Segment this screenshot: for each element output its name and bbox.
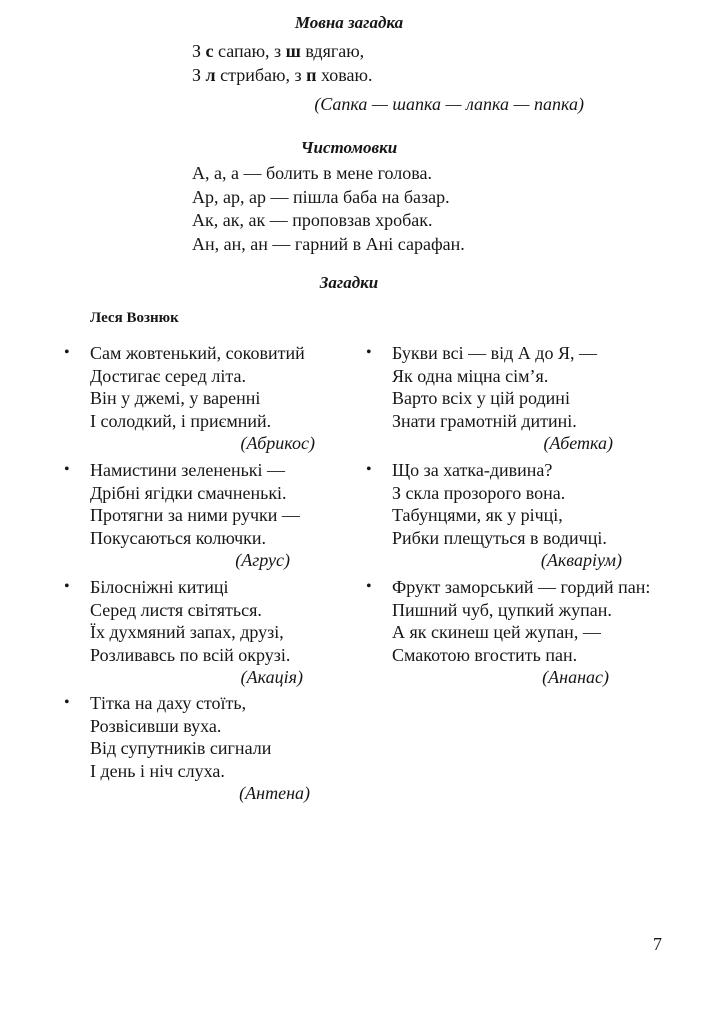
- riddle-line: Що за хатка-дивина?: [392, 460, 553, 480]
- text-fragment: вдягаю,: [300, 41, 365, 61]
- riddle-line: Покусаються колючки.: [90, 527, 267, 548]
- text-fragment: З: [192, 64, 206, 85]
- bullet-icon: •: [64, 344, 70, 361]
- movna-zagadka-answer: (Сапка — шапка — лапка — папка): [314, 94, 584, 114]
- riddle-line: Від супутників сигнали: [90, 738, 272, 758]
- movna-zagadka-text: [192, 40, 612, 87]
- riddle-answer: (Абетка): [543, 433, 613, 453]
- riddle-line: Розвісивши вуха.: [90, 715, 222, 736]
- riddle-line: Сам жовтенький, соковитий: [90, 343, 305, 363]
- page-number: 7: [653, 934, 662, 954]
- highlighted-letter: л: [205, 64, 216, 85]
- riddle-line: І солодкий, і приємний.: [90, 410, 272, 431]
- riddle-line: Їх духмяний запах, друзі,: [90, 622, 284, 642]
- movna-zagadka-line-2: [192, 64, 612, 88]
- text-fragment: З: [192, 41, 206, 61]
- riddle-answer: (Ананас): [542, 667, 609, 687]
- bullet-icon: •: [64, 578, 70, 595]
- highlighted-letter: с: [205, 41, 214, 61]
- text-fragment: стрибаю, з: [215, 64, 307, 85]
- riddle-answer: (Агрус): [235, 550, 290, 570]
- chystomovka-line: Ак, ак, ак — проповзав хробак.: [192, 210, 433, 230]
- riddle-line: Знати грамотній дитині.: [392, 410, 577, 431]
- riddle-aquarium: [392, 459, 622, 572]
- riddle-alphabet: [392, 342, 613, 455]
- riddle-answer: (Антена): [239, 783, 310, 803]
- riddle-line: Фрукт заморський — гордий пан:: [392, 577, 651, 597]
- riddle-answer: (Акваріум): [540, 550, 622, 570]
- riddle-line: Як одна міцна сім’я.: [392, 365, 549, 386]
- riddle-pineapple: [392, 576, 651, 689]
- bullet-icon: •: [366, 578, 372, 595]
- author-name: Леся Вознюк: [90, 310, 179, 326]
- chystomovka-line: Ан, ан, ан — гарний в Ані сарафан.: [192, 233, 465, 254]
- riddle-line: Смакотою вгостить пан.: [392, 644, 578, 665]
- riddle-line: Розливавсь по всій окрузі.: [90, 644, 291, 665]
- riddle-line: Тітка на даху стоїть,: [90, 693, 247, 713]
- bullet-icon: •: [366, 344, 372, 361]
- bullet-icon: •: [64, 461, 70, 478]
- riddle-line: Рибки плещуться в водичці.: [392, 527, 607, 548]
- riddle-line: Табунцями, як у річці,: [392, 505, 563, 525]
- highlighted-letter: ш: [285, 41, 301, 61]
- riddle-line: Пишний чуб, цупкий жупан.: [392, 599, 612, 620]
- riddle-line: А як скинеш цей жупан, —: [392, 622, 601, 642]
- movna-zagadka-line-1: [192, 40, 612, 64]
- riddle-answer: (Абрикос): [240, 433, 315, 453]
- chystomovky-title: Чистомовки: [300, 138, 398, 157]
- bullet-icon: •: [64, 694, 70, 711]
- riddle-line: Білосніжні китиці: [90, 577, 229, 597]
- movna-zagadka-title: Мовна загадка: [294, 13, 404, 32]
- riddle-antenna: [90, 692, 310, 805]
- text-fragment: ховаю.: [316, 64, 373, 85]
- zagadky-title: Загадки: [319, 273, 379, 292]
- riddle-line: Серед листя світяться.: [90, 599, 262, 620]
- riddle-line: Варто всіх у цій родині: [392, 388, 570, 408]
- riddle-line: Протягни за ними ручки —: [90, 505, 300, 525]
- highlighted-letter: п: [306, 64, 317, 85]
- bullet-icon: •: [366, 461, 372, 478]
- riddle-line: Букви всі — від А до Я, —: [392, 343, 597, 363]
- riddle-line: З скла прозорого вона.: [392, 482, 566, 503]
- chystomovka-line: Ар, ар, ар — пішла баба на базар.: [192, 186, 450, 207]
- riddle-line: Дрібні ягідки смачненькі.: [90, 482, 287, 503]
- riddle-gooseberry: [90, 459, 300, 572]
- riddle-answer: (Акація): [240, 667, 303, 687]
- chystomovka-line: А, а, а — болить в мене голова.: [192, 163, 433, 183]
- riddle-acacia: [90, 576, 303, 689]
- riddle-apricot: [90, 342, 315, 455]
- riddle-line: Достигає серед літа.: [90, 365, 246, 386]
- riddle-line: Намистини зелененькі —: [90, 460, 286, 480]
- riddle-line: Він у джемі, у варенні: [90, 388, 261, 408]
- riddle-line: І день і ніч слуха.: [90, 760, 225, 781]
- chystomovky-text: [192, 162, 612, 256]
- text-fragment: сапаю, з: [213, 41, 286, 61]
